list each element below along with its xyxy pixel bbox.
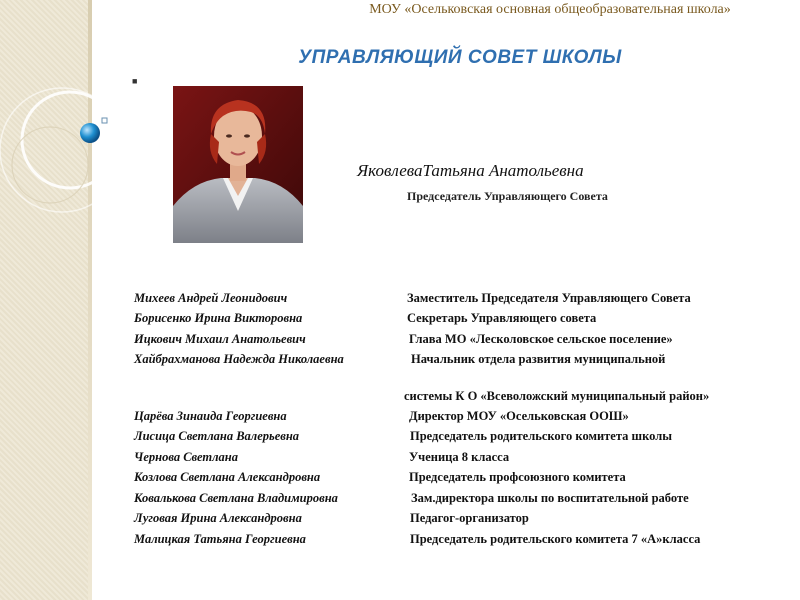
- member-name: Луговая Ирина Александровна: [134, 511, 302, 525]
- small-square-icon: [102, 118, 107, 123]
- member-name: Михеев Андрей Леонидович: [134, 291, 288, 305]
- member-row: [0, 311, 800, 329]
- member-role: Начальник отдела развития муниципальной: [411, 352, 666, 366]
- member-role: Секретарь Управляющего совета: [407, 311, 597, 325]
- member-name: Малицкая Татьяна Георгиевна: [134, 532, 306, 546]
- member-row: [0, 532, 800, 550]
- member-row: [0, 291, 800, 309]
- member-role: Директор МОУ «Осельковская ООШ»: [409, 409, 629, 423]
- member-row: [0, 511, 800, 529]
- bullet-marker: ■: [132, 76, 138, 86]
- member-role: Зам.директора школы по воспитательной работе: [411, 491, 689, 505]
- chair-role: Председатель Управляющего Совета: [407, 189, 608, 203]
- member-role: Председатель родительского комитета школы: [410, 429, 672, 443]
- member-name: Ицкович Михаил Анатольевич: [134, 332, 306, 346]
- member-role: Заместитель Председателя Управляющего Совета: [407, 291, 691, 305]
- member-name: Хайбрахманова Надежда Николаевна: [134, 352, 344, 366]
- member-row: [0, 332, 800, 350]
- member-name: Козлова Светлана Александровна: [134, 470, 321, 484]
- slide-title: УПРАВЛЯЮЩИЙ СОВЕТ ШКОЛЫ: [298, 47, 622, 68]
- portrait-photo: [173, 86, 303, 243]
- member-role: Педагог-организатор: [410, 511, 529, 525]
- member-role: Глава МО «Лесколовское сельское поселение»: [409, 332, 673, 346]
- school-name: МОУ «Осельковская основная общеобразовательная школа»: [369, 2, 731, 17]
- member-row: [0, 491, 800, 509]
- member-name: Борисенко Ирина Викторовна: [134, 311, 303, 325]
- member-name: Царёва Зинаида Георгиевна: [134, 409, 287, 423]
- member-row: [0, 352, 800, 370]
- member-name: Ковалькова Светлана Владимировна: [134, 491, 338, 505]
- chair-name: ЯковлеваТатьяна Анатольевна: [357, 161, 584, 180]
- member-row: [0, 470, 800, 488]
- member-row: [0, 409, 800, 427]
- member-row: [0, 450, 800, 468]
- member-row: [0, 429, 800, 447]
- member-role: Председатель профсоюзного комитета: [409, 470, 626, 484]
- orb-icon: [80, 123, 100, 143]
- member-role: Председатель родительского комитета 7 «А»класса: [410, 532, 701, 546]
- member-role: Ученица 8 класса: [409, 450, 510, 464]
- member-role-continuation: системы К О «Всеволожский муниципальный район»: [404, 389, 710, 403]
- member-name: Лисица Светлана Валерьевна: [134, 429, 300, 443]
- decorative-circles: [0, 0, 130, 240]
- member-name: Чернова Светлана: [134, 450, 238, 464]
